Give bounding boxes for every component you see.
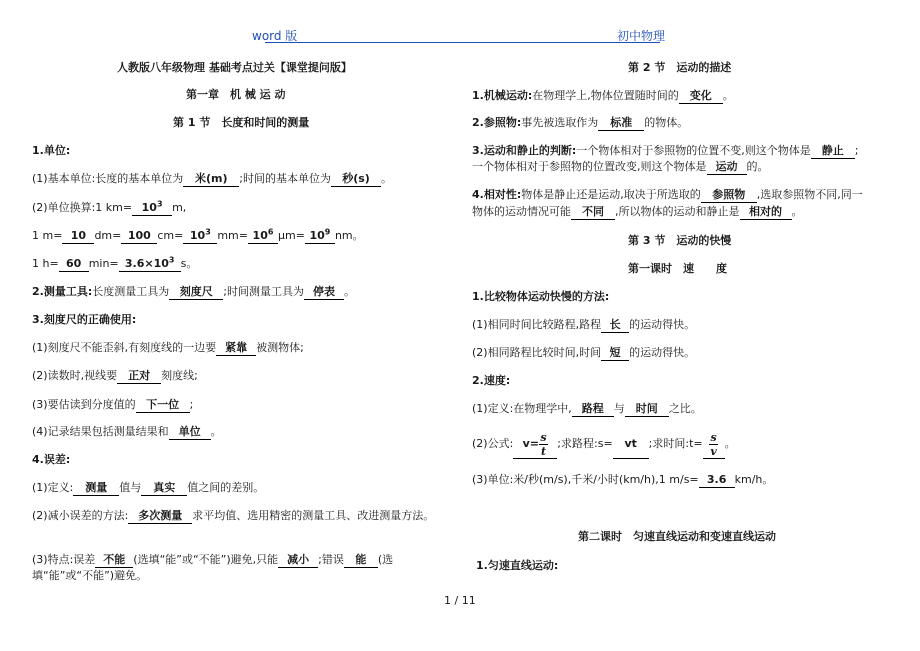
text: 。	[722, 89, 734, 102]
text: 值与	[119, 481, 142, 494]
term: 1.机械运动:	[472, 89, 533, 102]
text: (1)基本单位:长度的基本单位为	[32, 172, 184, 185]
page-number: 1 / 11	[444, 594, 476, 607]
answer-blank: 长	[601, 318, 629, 333]
answer-blank	[703, 430, 725, 459]
error-heading: 4.误差:	[32, 453, 71, 466]
text: min=	[88, 257, 119, 270]
unit-conversion-h	[32, 257, 197, 272]
ruler-step-4	[32, 425, 222, 440]
text: 一个物体相对于参照物的位置改变,则这个物体是	[472, 160, 707, 173]
text: 的物体。	[644, 116, 689, 129]
text: cm=	[157, 229, 184, 242]
section2-title: 第 2 节 运动的描述	[628, 61, 732, 74]
text: 。	[210, 425, 222, 438]
answer-blank	[119, 257, 181, 272]
term: 2.参照物:	[472, 116, 522, 129]
answer-blank: 多次测量	[128, 509, 192, 524]
answer-blank: 60	[59, 257, 89, 272]
text: (2)公式:	[472, 437, 514, 450]
ruler-step-1	[32, 341, 304, 356]
answer-blank: 变化	[679, 89, 723, 104]
header-left: word 版	[252, 29, 298, 43]
answer-blank: 能	[344, 553, 378, 568]
error-traits-cont: 填“能”或“不能”)避免。	[32, 569, 148, 582]
text: 。	[343, 285, 355, 298]
answer-blank: 减小	[278, 553, 318, 568]
unit-conversion-m	[32, 229, 364, 244]
text: mm=	[217, 229, 248, 242]
section3-title: 第 3 节 运动的快慢	[628, 234, 732, 247]
text: (1)相同时间比较路程,路程	[472, 318, 602, 331]
answer-blank: 米(m)	[183, 172, 239, 187]
text: 的运动得快。	[629, 346, 696, 359]
text: km/h。	[734, 473, 774, 486]
text: (选填“能”或“不能”)避免,只能	[133, 553, 279, 566]
text: (3)要估读到分度值的	[32, 398, 136, 411]
unit-heading: 1.单位:	[32, 144, 71, 157]
speed-units	[472, 473, 773, 488]
tools-heading: 2.测量工具:	[32, 285, 93, 298]
text: 物体的运动情况可能	[472, 205, 571, 218]
answer-blank: 10	[62, 229, 94, 244]
answer-blank	[305, 229, 335, 244]
header-rule	[265, 42, 660, 43]
answer-blank: 真实	[141, 481, 187, 496]
answer-blank: 3.6	[699, 473, 735, 488]
text: ;时间测量工具为	[223, 285, 304, 298]
numerator: s	[710, 430, 717, 444]
relativity-cont	[472, 205, 803, 220]
exponent: 6	[267, 227, 274, 237]
text: 求平均值、选用精密的测量工具、改进测量方法。	[192, 509, 435, 522]
text: (3)特点:误差	[32, 553, 96, 566]
answer-blank: 下一位	[136, 398, 190, 413]
answer-blank: 秒(s)	[331, 172, 381, 187]
answer-blank	[183, 229, 217, 244]
text: 1 m=	[32, 229, 63, 242]
text: ;求时间:t=	[648, 437, 703, 450]
answer-blank: 路程	[572, 402, 614, 417]
text: 刻度线;	[161, 369, 198, 382]
text: 被测物体;	[256, 341, 304, 354]
tools-line	[32, 285, 355, 300]
text: ;错误	[318, 553, 344, 566]
error-traits	[32, 553, 393, 568]
text: 的。	[746, 160, 769, 173]
chapter-title: 第一章 机 械 运 动	[186, 88, 286, 101]
text: 一个物体相对于参照物的位置不变,则这个物体是	[576, 144, 811, 157]
compare-method-1	[472, 318, 695, 333]
denominator: t	[540, 444, 547, 458]
answer-blank	[513, 430, 557, 459]
text: ;	[189, 398, 194, 411]
text: dm=	[94, 229, 122, 242]
text: (1)定义:	[32, 481, 74, 494]
text: 事先被选取作为	[521, 116, 599, 129]
uniform-motion-heading: 1.匀速直线运动:	[476, 559, 559, 572]
text: 3.6×10	[124, 257, 169, 270]
text: (1)刻度尺不能歪斜,有刻度线的一边要	[32, 341, 217, 354]
text: ;	[854, 144, 859, 157]
error-reduce	[32, 509, 434, 524]
error-definition	[32, 481, 264, 496]
answer-blank: 短	[601, 346, 629, 361]
doc-title: 人教版八年级物理 基础考点过关【课堂提问版】	[117, 61, 352, 74]
fraction-s-over-v	[709, 432, 718, 457]
text: 之比。	[668, 402, 702, 415]
lesson2-title: 第二课时 匀速直线运动和变速直线运动	[578, 530, 776, 543]
reference-object	[472, 116, 688, 131]
text: (1)定义:在物理学中,	[472, 402, 572, 415]
fraction-s-over-t	[539, 432, 548, 457]
motion-judge-cont	[472, 160, 769, 175]
answer-blank: 正对	[117, 369, 161, 384]
mechanical-motion	[472, 89, 734, 104]
text: s。	[180, 257, 198, 270]
text: 。	[381, 172, 393, 185]
answer-blank: 不同	[571, 205, 615, 220]
answer-blank	[132, 201, 172, 216]
header-right: 初中物理	[617, 29, 666, 43]
answer-blank: 停表	[304, 285, 344, 300]
answer-blank: 刻度尺	[169, 285, 223, 300]
text: (2)读数时,视线要	[32, 369, 118, 382]
text: (2)单位换算:1 km=	[32, 201, 133, 214]
exponent: 3	[168, 255, 175, 265]
answer-blank: 参照物	[701, 188, 757, 203]
text: 10	[141, 201, 157, 214]
text: (2)减小误差的方法:	[32, 509, 129, 522]
answer-blank: 单位	[169, 425, 211, 440]
section-title: 第 1 节 长度和时间的测量	[173, 116, 310, 129]
text: 10	[252, 229, 268, 242]
text: m,	[172, 201, 187, 214]
compare-method-2	[472, 346, 695, 361]
text: 10	[309, 229, 325, 242]
text: μm=	[278, 229, 305, 242]
lesson1-title: 第一课时 速 度	[628, 262, 727, 275]
exponent: 3	[156, 199, 163, 209]
text: 在物理学上,物体位置随时间的	[532, 89, 679, 102]
ruler-step-3	[32, 398, 193, 413]
answer-blank: 100	[121, 229, 157, 244]
speed-formula	[472, 430, 736, 459]
text: 长度测量工具为	[92, 285, 170, 298]
text: 的运动得快。	[629, 318, 696, 331]
text: ;时间的基本单位为	[239, 172, 332, 185]
answer-blank: 运动	[707, 160, 747, 175]
exponent: 9	[324, 227, 331, 237]
answer-blank: 紧靠	[216, 341, 256, 356]
answer-blank: 时间	[625, 402, 669, 417]
answer-blank: 不能	[95, 553, 133, 568]
numerator: s	[540, 430, 547, 444]
text: 。	[724, 437, 736, 450]
unit-basic-line	[32, 172, 392, 187]
text: 物体是静止还是运动,取决于所选取的	[521, 188, 701, 201]
text: ,所以物体的运动和静止是	[615, 205, 740, 218]
compare-heading: 1.比较物体运动快慢的方法:	[472, 290, 610, 303]
text: 值之间的差别。	[187, 481, 265, 494]
text: 。	[791, 205, 803, 218]
text: 与	[613, 402, 625, 415]
exponent: 3	[205, 227, 211, 237]
relativity	[472, 188, 863, 203]
text: (3)单位:米/秒(m/s),千米/小时(km/h),1 m/s=	[472, 473, 699, 486]
answer-blank: 相对的	[740, 205, 792, 220]
text: (2)相同路程比较时间,时间	[472, 346, 602, 359]
answer-blank: vt	[613, 430, 649, 459]
denominator: v	[710, 444, 717, 458]
text: ;求路程:s=	[557, 437, 613, 450]
text: 1 h=	[32, 257, 59, 270]
motion-judge	[472, 144, 858, 159]
answer-blank: 测量	[73, 481, 119, 496]
answer-blank: 标准	[598, 116, 644, 131]
text: 10	[189, 229, 206, 242]
term: 3.运动和静止的判断:	[472, 144, 577, 157]
text: ,选取参照物不同,同一	[756, 188, 863, 201]
text: (4)记录结果包括测量结果和	[32, 425, 169, 438]
text: (选	[377, 553, 394, 566]
text: nm。	[334, 229, 364, 242]
term: 4.相对性:	[472, 188, 522, 201]
answer-blank	[248, 229, 278, 244]
answer-blank: 静止	[811, 144, 855, 159]
speed-definition	[472, 402, 702, 417]
ruler-heading: 3.刻度尺的正确使用:	[32, 313, 137, 326]
unit-conversion-km	[32, 201, 186, 216]
speed-heading: 2.速度:	[472, 374, 511, 387]
formula-v: v=	[522, 437, 539, 450]
ruler-step-2	[32, 369, 198, 384]
